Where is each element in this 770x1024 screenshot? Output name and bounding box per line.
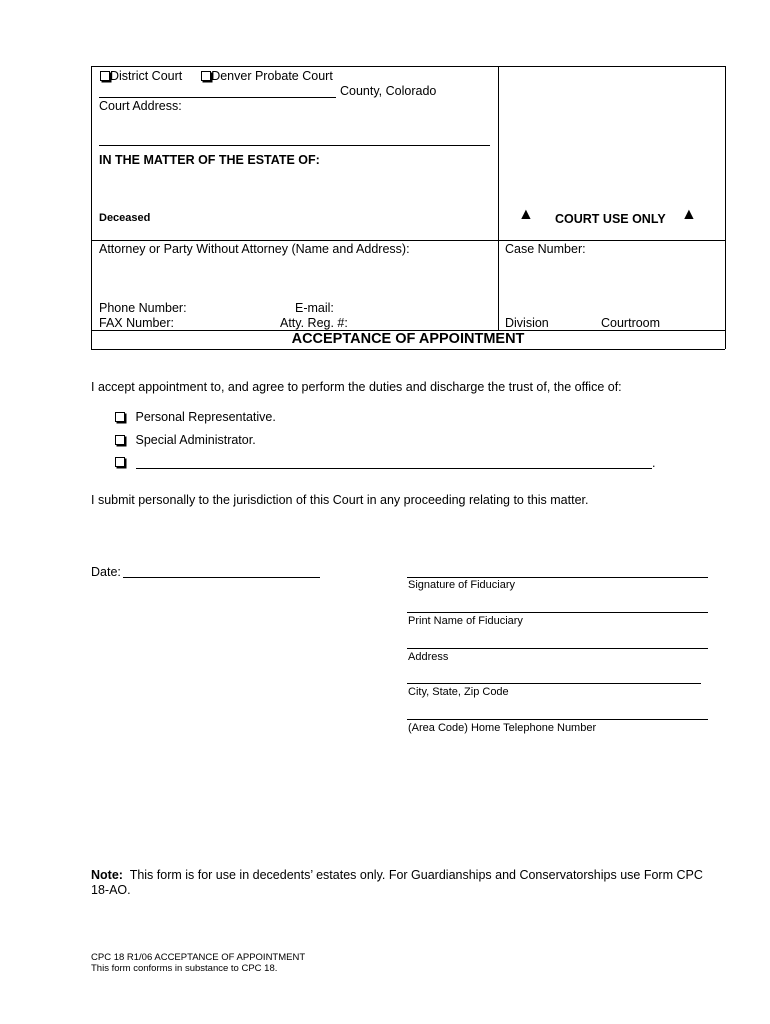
option-label: Personal Representative. [135,410,276,424]
county-colorado: County, Colorado [340,84,437,98]
up-arrow-icon: ▲ [681,206,697,223]
option-other [115,455,125,469]
caption-right-border [725,66,726,349]
up-arrow-icon: ▲ [518,206,534,223]
courtroom-label: Courtroom [601,316,661,330]
footer-conformance: This form conforms in substance to CPC 18. [91,963,278,974]
estate-of-label: IN THE MATTER OF THE ESTATE OF: [99,153,320,167]
option-label: Special Administrator. [135,433,256,447]
date-line[interactable] [123,577,320,578]
option-special-administrator [115,433,256,447]
option-personal-representative [115,410,276,424]
caption-mid-border [91,240,725,241]
caption-top-border [91,66,725,67]
other-office-line[interactable] [136,468,652,469]
form-title: ACCEPTANCE OF APPOINTMENT [291,331,525,347]
other-office-checkbox[interactable] [115,457,125,467]
intro-text: I accept appointment to, and agree to perform the duties and discharge the trust of, the office of: [91,380,622,394]
address-label: Address [408,651,449,663]
district-court-label: District Court [110,69,183,83]
city-state-zip-line[interactable] [407,683,701,684]
note-text: This form is for use in decedents’ estates only. For Guardianships and Conservatorships use Form CPC [129,868,703,882]
signature-line[interactable] [407,577,708,578]
personal-representative-checkbox[interactable] [115,412,125,422]
fax-number-label: FAX Number: [99,316,175,330]
city-state-zip-label: City, State, Zip Code [408,686,509,698]
date-label: Date: [91,565,121,579]
caption-left-border [91,66,92,349]
division-label: Division [505,316,549,330]
district-court-checkbox[interactable] [100,71,110,81]
caption-divider [498,66,499,330]
county-line[interactable] [99,97,336,98]
address-line[interactable] [407,648,708,649]
court-use-only: COURT USE ONLY [555,212,666,226]
deceased-label: Deceased [99,212,151,224]
signature-label: Signature of Fiduciary [408,579,515,591]
attorney-label: Attorney or Party Without Attorney (Name and Address): [99,242,410,256]
court-type-row [100,69,333,83]
print-name-label: Print Name of Fiduciary [408,615,523,627]
home-phone-line[interactable] [407,719,708,720]
note-text-cont: 18-AO. [91,883,131,897]
special-administrator-checkbox[interactable] [115,435,125,445]
home-phone-label: (Area Code) Home Telephone Number [408,722,597,734]
denver-probate-checkbox[interactable] [201,71,211,81]
print-name-line[interactable] [407,612,708,613]
other-office-period: . [652,456,656,470]
email-label: E-mail: [295,301,334,315]
case-number-label: Case Number: [505,242,586,256]
caption-bottom-border [91,349,725,350]
court-address-line[interactable] [99,145,490,146]
note-label: Note: [91,868,123,882]
atty-reg-label: Atty. Reg. #: [280,316,348,330]
footer-form-id: CPC 18 R1/06 ACCEPTANCE OF APPOINTMENT [91,952,306,963]
denver-probate-label: Denver Probate Court [211,69,333,83]
court-address-label: Court Address: [99,99,182,113]
phone-number-label: Phone Number: [99,301,187,315]
jurisdiction-text: I submit personally to the jurisdiction of this Court in any proceeding relating to this matter. [91,493,589,507]
note-paragraph [91,868,703,882]
